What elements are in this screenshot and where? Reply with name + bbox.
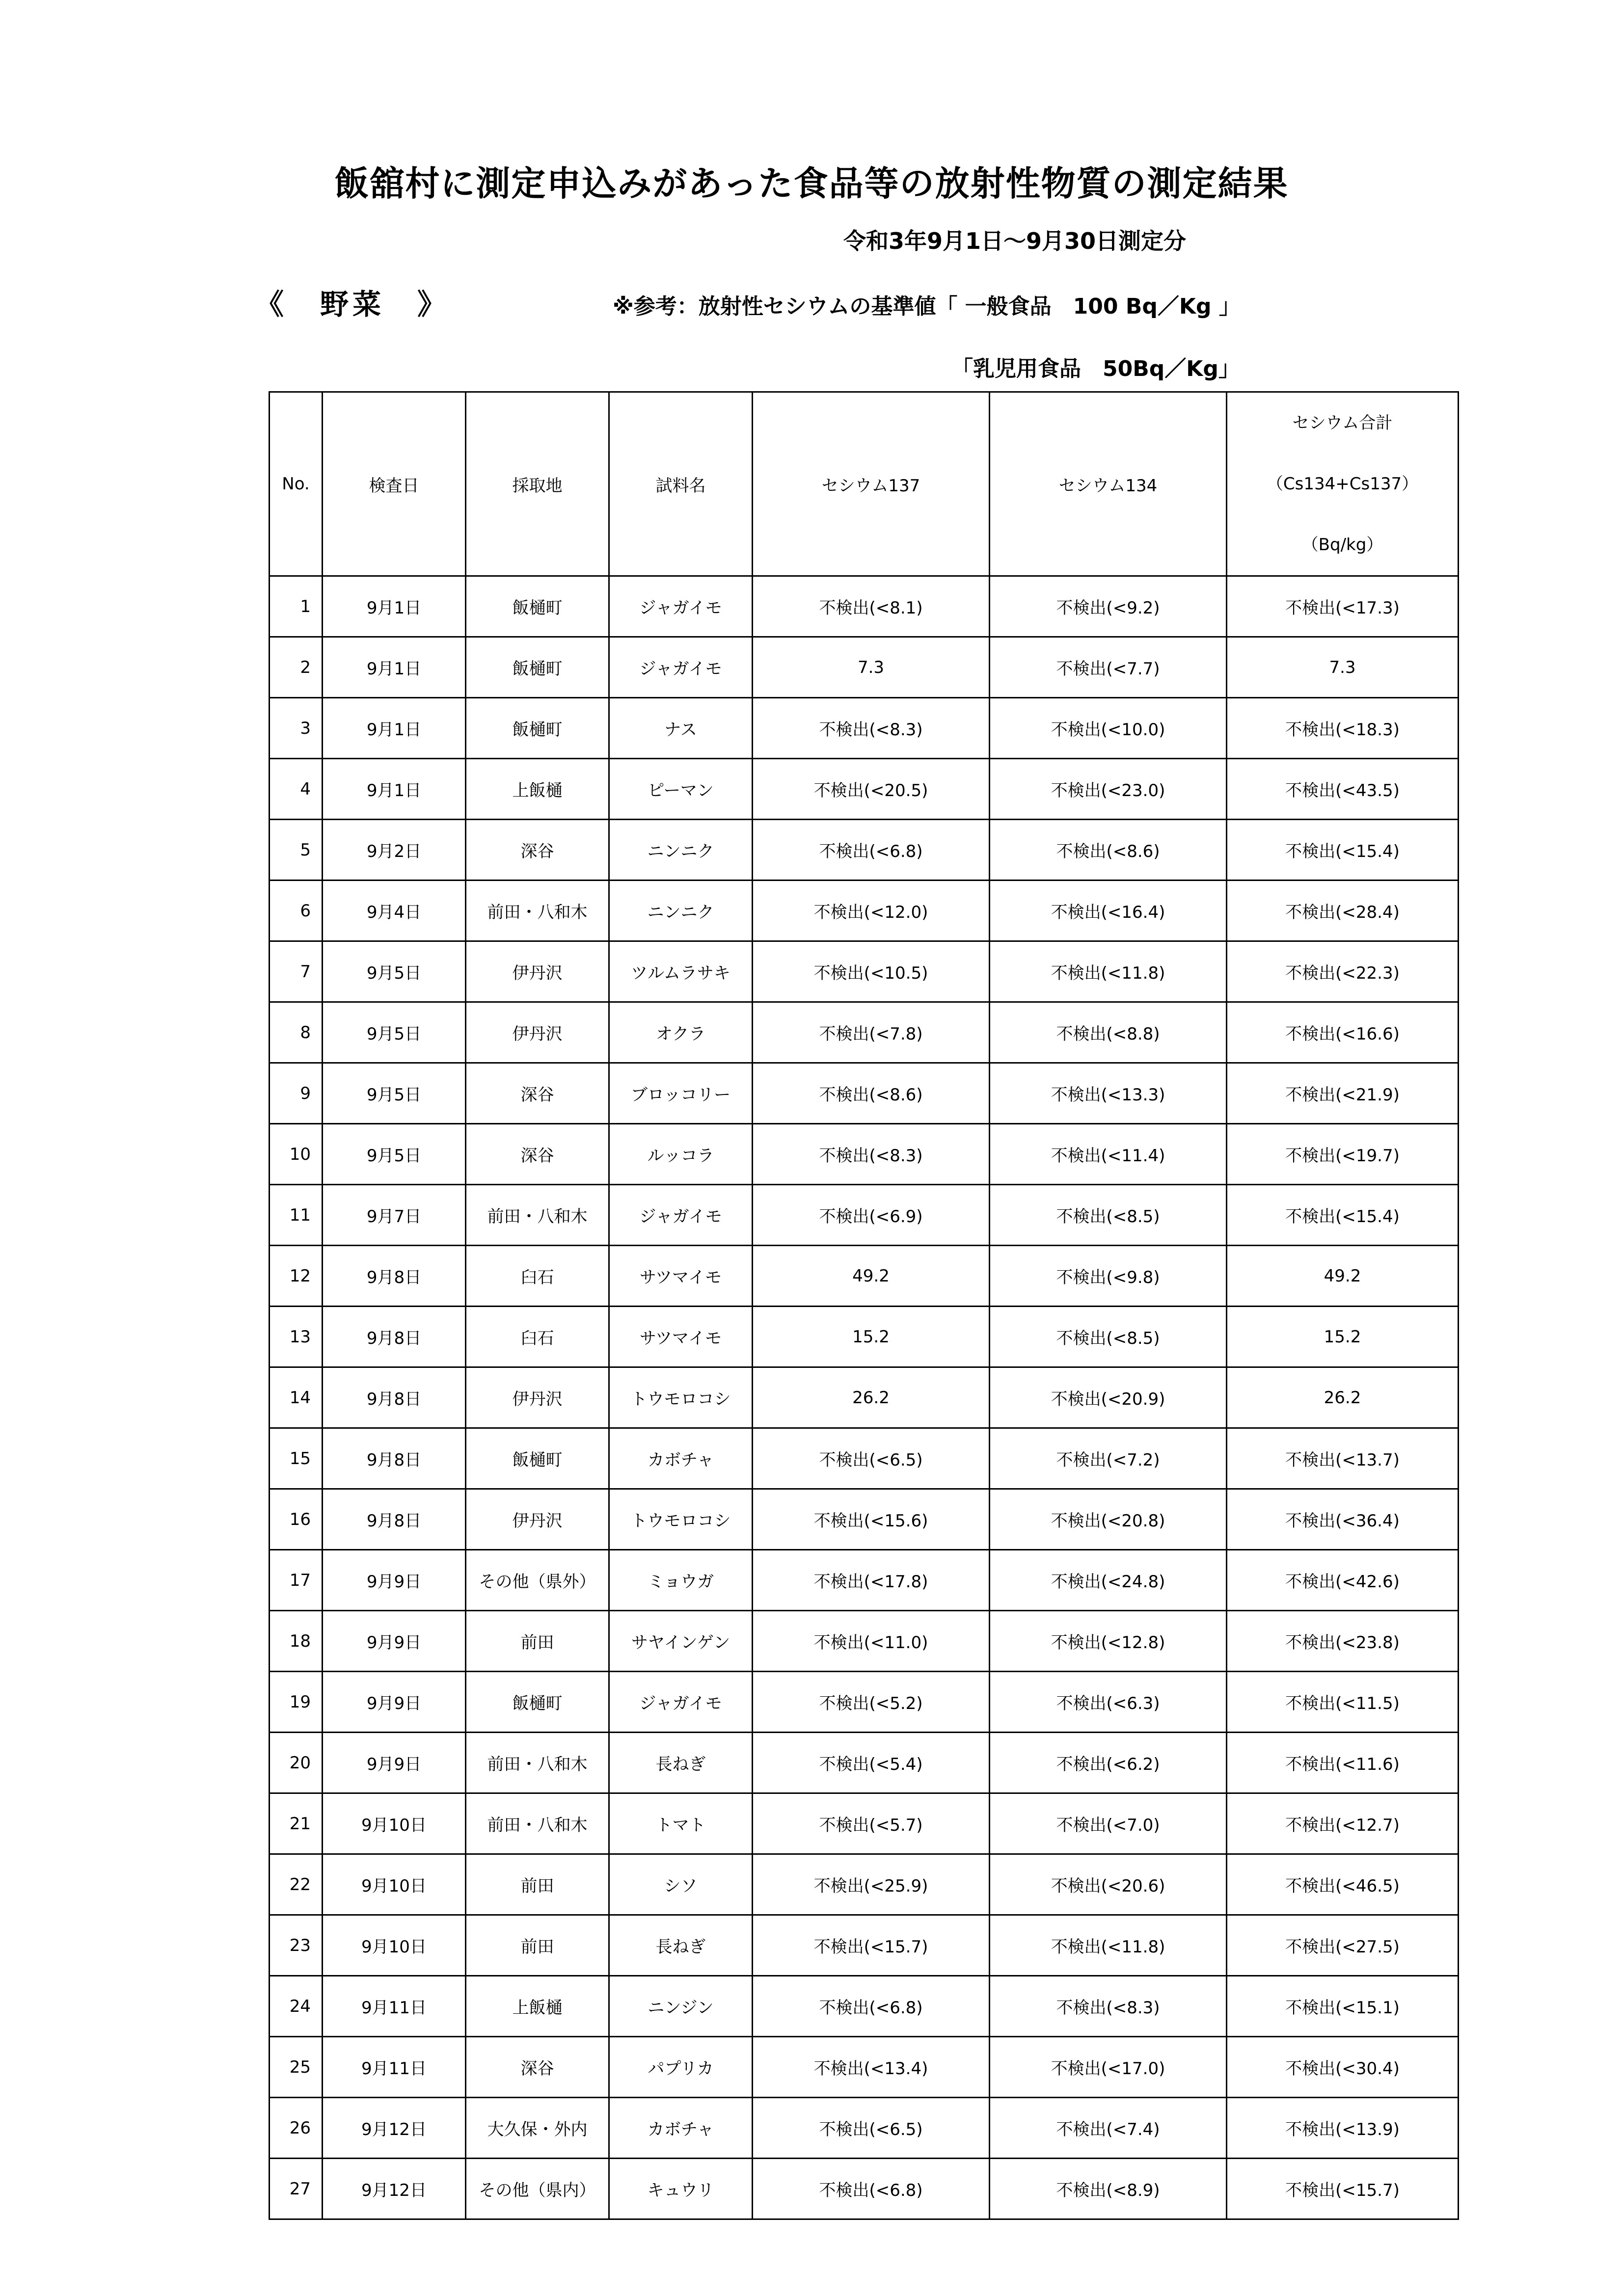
cell-sample: ブロッコリー <box>609 1063 753 1124</box>
cell-date: 9月10日 <box>323 1854 466 1915</box>
col-header-total <box>1227 392 1459 576</box>
cell-sample: トマト <box>609 1793 753 1854</box>
cell-no: 4 <box>270 759 323 820</box>
cell-location: 臼石 <box>466 1307 609 1367</box>
cell-no: 17 <box>270 1550 323 1611</box>
table-row <box>270 1793 1459 1854</box>
cell-cs134: 不検出(<23.0) <box>990 759 1227 820</box>
cell-date: 9月8日 <box>323 1489 466 1550</box>
cell-total: 15.2 <box>1227 1307 1459 1367</box>
cell-sample: ニンニク <box>609 881 753 941</box>
cell-cs137: 不検出(<20.5) <box>753 759 990 820</box>
table-row <box>270 1124 1459 1185</box>
cell-date: 9月12日 <box>323 2098 466 2159</box>
cell-sample: カボチャ <box>609 1428 753 1489</box>
cell-location: 大久保・外内 <box>466 2098 609 2159</box>
cell-cs137: 不検出(<6.8) <box>753 2159 990 2219</box>
cell-no: 27 <box>270 2159 323 2219</box>
cell-cs137: 不検出(<8.3) <box>753 698 990 759</box>
table-row <box>270 576 1459 637</box>
cell-total: 不検出(<18.3) <box>1227 698 1459 759</box>
cell-cs137: 15.2 <box>753 1307 990 1367</box>
cell-location: 前田・八和木 <box>466 881 609 941</box>
cell-total: 49.2 <box>1227 1246 1459 1307</box>
cell-cs137: 不検出(<15.7) <box>753 1915 990 1976</box>
cell-location: その他（県内） <box>466 2159 609 2219</box>
cell-sample: シソ <box>609 1854 753 1915</box>
cell-location: 前田・八和木 <box>466 1793 609 1854</box>
cell-no: 11 <box>270 1185 323 1246</box>
cell-sample: ニンジン <box>609 1976 753 2037</box>
cell-total: 不検出(<15.4) <box>1227 1185 1459 1246</box>
cell-location: 伊丹沢 <box>466 1367 609 1428</box>
cell-cs134: 不検出(<16.4) <box>990 881 1227 941</box>
cell-no: 14 <box>270 1367 323 1428</box>
table-row <box>270 1489 1459 1550</box>
cell-no: 7 <box>270 941 323 1002</box>
cell-cs134: 不検出(<8.5) <box>990 1307 1227 1367</box>
cell-cs137: 不検出(<10.5) <box>753 941 990 1002</box>
cell-location: 前田 <box>466 1915 609 1976</box>
cell-location: 伊丹沢 <box>466 1489 609 1550</box>
cell-date: 9月8日 <box>323 1307 466 1367</box>
cell-date: 9月5日 <box>323 1063 466 1124</box>
cell-no: 18 <box>270 1611 323 1672</box>
cell-total: 不検出(<15.1) <box>1227 1976 1459 2037</box>
cell-total: 不検出(<46.5) <box>1227 1854 1459 1915</box>
cell-date: 9月1日 <box>323 698 466 759</box>
cell-total: 不検出(<21.9) <box>1227 1063 1459 1124</box>
cell-sample: ジャガイモ <box>609 1185 753 1246</box>
table-row <box>270 1002 1459 1063</box>
table-row <box>270 1428 1459 1489</box>
cell-total: 不検出(<13.9) <box>1227 2098 1459 2159</box>
cell-location: 深谷 <box>466 1063 609 1124</box>
cell-cs134: 不検出(<20.6) <box>990 1854 1227 1915</box>
cell-cs137: 不検出(<5.2) <box>753 1672 990 1733</box>
page-title: 飯舘村に測定申込みがあった食品等の放射性物質の測定結果 <box>334 163 1289 204</box>
cell-no: 20 <box>270 1733 323 1793</box>
cell-location: 飯樋町 <box>466 576 609 637</box>
cell-no: 5 <box>270 820 323 881</box>
cell-total: 不検出(<13.7) <box>1227 1428 1459 1489</box>
cell-cs137: 不検出(<12.0) <box>753 881 990 941</box>
col-header-cs137: セシウム137 <box>753 392 990 576</box>
table-row <box>270 941 1459 1002</box>
cell-sample: サヤインゲン <box>609 1611 753 1672</box>
cell-cs137: 不検出(<25.9) <box>753 1854 990 1915</box>
cell-cs137: 不検出(<6.8) <box>753 1976 990 2037</box>
table-row <box>270 1611 1459 1672</box>
cell-cs137: 不検出(<17.8) <box>753 1550 990 1611</box>
cell-no: 8 <box>270 1002 323 1063</box>
table-row <box>270 1733 1459 1793</box>
cell-cs137: 不検出(<13.4) <box>753 2037 990 2098</box>
cell-cs134: 不検出(<9.2) <box>990 576 1227 637</box>
cell-cs134: 不検出(<11.8) <box>990 941 1227 1002</box>
cell-no: 10 <box>270 1124 323 1185</box>
table-row <box>270 1246 1459 1307</box>
measurement-period: 令和3年9月1日～9月30日測定分 <box>843 228 1187 254</box>
cell-cs134: 不検出(<6.2) <box>990 1733 1227 1793</box>
cell-cs134: 不検出(<8.9) <box>990 2159 1227 2219</box>
category-heading: 《 野菜 》 <box>255 288 450 321</box>
cell-total: 不検出(<30.4) <box>1227 2037 1459 2098</box>
cell-date: 9月9日 <box>323 1550 466 1611</box>
cell-sample: ミョウガ <box>609 1550 753 1611</box>
cell-cs134: 不検出(<6.3) <box>990 1672 1227 1733</box>
cell-sample: 長ねぎ <box>609 1915 753 1976</box>
cell-date: 9月5日 <box>323 941 466 1002</box>
cell-date: 9月9日 <box>323 1672 466 1733</box>
cell-no: 6 <box>270 881 323 941</box>
cell-no: 15 <box>270 1428 323 1489</box>
table-row <box>270 820 1459 881</box>
cell-cs134: 不検出(<20.8) <box>990 1489 1227 1550</box>
cell-cs137: 不検出(<5.7) <box>753 1793 990 1854</box>
cell-sample: ルッコラ <box>609 1124 753 1185</box>
cell-no: 1 <box>270 576 323 637</box>
table-row <box>270 1367 1459 1428</box>
cell-cs134: 不検出(<11.4) <box>990 1124 1227 1185</box>
cell-location: 伊丹沢 <box>466 941 609 1002</box>
cell-cs134: 不検出(<20.9) <box>990 1367 1227 1428</box>
cell-sample: パプリカ <box>609 2037 753 2098</box>
cell-location: 深谷 <box>466 820 609 881</box>
cell-no: 2 <box>270 637 323 698</box>
cell-total: 不検出(<17.3) <box>1227 576 1459 637</box>
table-row <box>270 759 1459 820</box>
cell-total: 不検出(<23.8) <box>1227 1611 1459 1672</box>
cell-sample: カボチャ <box>609 2098 753 2159</box>
cell-date: 9月10日 <box>323 1793 466 1854</box>
cell-cs134: 不検出(<8.3) <box>990 1976 1227 2037</box>
cell-date: 9月1日 <box>323 576 466 637</box>
col-header-total-label: セシウム合計 <box>1292 413 1393 433</box>
cell-total: 不検出(<22.3) <box>1227 941 1459 1002</box>
cell-date: 9月11日 <box>323 1976 466 2037</box>
cell-sample: トウモロコシ <box>609 1367 753 1428</box>
cell-cs134: 不検出(<8.6) <box>990 820 1227 881</box>
cell-total: 不検出(<19.7) <box>1227 1124 1459 1185</box>
cell-location: 深谷 <box>466 1124 609 1185</box>
cell-cs134: 不検出(<12.8) <box>990 1611 1227 1672</box>
cell-total: 不検出(<15.4) <box>1227 820 1459 881</box>
reference-standard-infant: 「乳児用食品 50Bq／Kg」 <box>951 356 1240 381</box>
cell-total: 不検出(<28.4) <box>1227 881 1459 941</box>
cell-no: 25 <box>270 2037 323 2098</box>
col-header-cs134: セシウム134 <box>990 392 1227 576</box>
cell-sample: ジャガイモ <box>609 1672 753 1733</box>
cell-cs134: 不検出(<17.0) <box>990 2037 1227 2098</box>
col-header-no: No. <box>270 392 323 576</box>
table-row <box>270 1550 1459 1611</box>
cell-date: 9月5日 <box>323 1124 466 1185</box>
cell-location: 前田・八和木 <box>466 1185 609 1246</box>
cell-no: 21 <box>270 1793 323 1854</box>
cell-cs134: 不検出(<13.3) <box>990 1063 1227 1124</box>
cell-total: 不検出(<11.6) <box>1227 1733 1459 1793</box>
cell-cs137: 不検出(<6.5) <box>753 1428 990 1489</box>
cell-cs134: 不検出(<9.8) <box>990 1246 1227 1307</box>
table-row <box>270 2098 1459 2159</box>
cell-sample: ニンニク <box>609 820 753 881</box>
cell-location: 前田 <box>466 1854 609 1915</box>
table-row <box>270 1915 1459 1976</box>
cell-location: 上飯樋 <box>466 1976 609 2037</box>
cell-date: 9月12日 <box>323 2159 466 2219</box>
cell-total: 7.3 <box>1227 637 1459 698</box>
cell-sample: ジャガイモ <box>609 637 753 698</box>
col-header-location: 採取地 <box>466 392 609 576</box>
cell-location: 上飯樋 <box>466 759 609 820</box>
cell-sample: ツルムラサキ <box>609 941 753 1002</box>
cell-cs137: 不検出(<11.0) <box>753 1611 990 1672</box>
cell-cs134: 不検出(<11.8) <box>990 1915 1227 1976</box>
table-row <box>270 2159 1459 2219</box>
cell-location: 伊丹沢 <box>466 1002 609 1063</box>
cell-date: 9月8日 <box>323 1246 466 1307</box>
cell-sample: サツマイモ <box>609 1307 753 1367</box>
table-row <box>270 1976 1459 2037</box>
cell-total: 不検出(<11.5) <box>1227 1672 1459 1733</box>
cell-sample: ジャガイモ <box>609 576 753 637</box>
cell-cs137: 不検出(<8.3) <box>753 1124 990 1185</box>
cell-no: 13 <box>270 1307 323 1367</box>
cell-sample: ナス <box>609 698 753 759</box>
cell-total: 不検出(<36.4) <box>1227 1489 1459 1550</box>
cell-date: 9月9日 <box>323 1733 466 1793</box>
cell-location: その他（県外） <box>466 1550 609 1611</box>
cell-total: 不検出(<15.7) <box>1227 2159 1459 2219</box>
cell-cs137: 不検出(<7.8) <box>753 1002 990 1063</box>
cell-cs134: 不検出(<7.4) <box>990 2098 1227 2159</box>
cell-location: 飯樋町 <box>466 698 609 759</box>
cell-no: 22 <box>270 1854 323 1915</box>
cell-date: 9月7日 <box>323 1185 466 1246</box>
table-row <box>270 698 1459 759</box>
cell-sample: ピーマン <box>609 759 753 820</box>
cell-cs137: 不検出(<5.4) <box>753 1733 990 1793</box>
cell-cs134: 不検出(<8.5) <box>990 1185 1227 1246</box>
cell-location: 飯樋町 <box>466 1672 609 1733</box>
cell-no: 16 <box>270 1489 323 1550</box>
table-row <box>270 1063 1459 1124</box>
cell-total: 不検出(<12.7) <box>1227 1793 1459 1854</box>
table-row <box>270 1185 1459 1246</box>
cell-sample: サツマイモ <box>609 1246 753 1307</box>
cell-date: 9月10日 <box>323 1915 466 1976</box>
cell-cs134: 不検出(<8.8) <box>990 1002 1227 1063</box>
results-table <box>269 391 1459 2220</box>
cell-sample: オクラ <box>609 1002 753 1063</box>
cell-date: 9月9日 <box>323 1611 466 1672</box>
cell-cs134: 不検出(<10.0) <box>990 698 1227 759</box>
col-header-total-formula: （Cs134+Cs137） <box>1266 474 1419 494</box>
cell-cs137: 7.3 <box>753 637 990 698</box>
cell-cs134: 不検出(<7.2) <box>990 1428 1227 1489</box>
cell-location: 深谷 <box>466 2037 609 2098</box>
cell-total: 不検出(<27.5) <box>1227 1915 1459 1976</box>
cell-no: 19 <box>270 1672 323 1733</box>
cell-date: 9月8日 <box>323 1428 466 1489</box>
reference-standard-general: ※参考：放射性セシウムの基準値「 一般食品 100 Bq／Kg 」 <box>613 294 1241 319</box>
cell-location: 飯樋町 <box>466 1428 609 1489</box>
cell-cs137: 不検出(<6.8) <box>753 820 990 881</box>
cell-no: 12 <box>270 1246 323 1307</box>
cell-no: 3 <box>270 698 323 759</box>
cell-cs134: 不検出(<24.8) <box>990 1550 1227 1611</box>
cell-cs137: 26.2 <box>753 1367 990 1428</box>
col-header-sample: 試料名 <box>609 392 753 576</box>
table-row <box>270 1672 1459 1733</box>
cell-date: 9月1日 <box>323 759 466 820</box>
cell-sample: キュウリ <box>609 2159 753 2219</box>
cell-date: 9月8日 <box>323 1367 466 1428</box>
cell-total: 不検出(<16.6) <box>1227 1002 1459 1063</box>
cell-cs137: 不検出(<6.5) <box>753 2098 990 2159</box>
cell-location: 前田・八和木 <box>466 1733 609 1793</box>
cell-cs137: 不検出(<15.6) <box>753 1489 990 1550</box>
cell-no: 24 <box>270 1976 323 2037</box>
cell-cs137: 不検出(<6.9) <box>753 1185 990 1246</box>
cell-cs134: 不検出(<7.7) <box>990 637 1227 698</box>
table-row <box>270 1307 1459 1367</box>
cell-sample: 長ねぎ <box>609 1733 753 1793</box>
table-row <box>270 637 1459 698</box>
cell-total: 26.2 <box>1227 1367 1459 1428</box>
table-row <box>270 2037 1459 2098</box>
cell-sample: トウモロコシ <box>609 1489 753 1550</box>
cell-cs137: 不検出(<8.1) <box>753 576 990 637</box>
table-row <box>270 1854 1459 1915</box>
table-header-row <box>270 392 1459 576</box>
cell-location: 飯樋町 <box>466 637 609 698</box>
cell-location: 前田 <box>466 1611 609 1672</box>
col-header-date: 検査日 <box>323 392 466 576</box>
cell-cs134: 不検出(<7.0) <box>990 1793 1227 1854</box>
cell-cs137: 不検出(<8.6) <box>753 1063 990 1124</box>
cell-no: 23 <box>270 1915 323 1976</box>
cell-total: 不検出(<42.6) <box>1227 1550 1459 1611</box>
cell-location: 臼石 <box>466 1246 609 1307</box>
cell-date: 9月5日 <box>323 1002 466 1063</box>
cell-total: 不検出(<43.5) <box>1227 759 1459 820</box>
cell-date: 9月1日 <box>323 637 466 698</box>
cell-no: 9 <box>270 1063 323 1124</box>
col-header-total-unit: （Bq/kg） <box>1301 535 1383 555</box>
table-row <box>270 881 1459 941</box>
cell-date: 9月11日 <box>323 2037 466 2098</box>
cell-date: 9月2日 <box>323 820 466 881</box>
cell-date: 9月4日 <box>323 881 466 941</box>
cell-no: 26 <box>270 2098 323 2159</box>
cell-cs137: 49.2 <box>753 1246 990 1307</box>
